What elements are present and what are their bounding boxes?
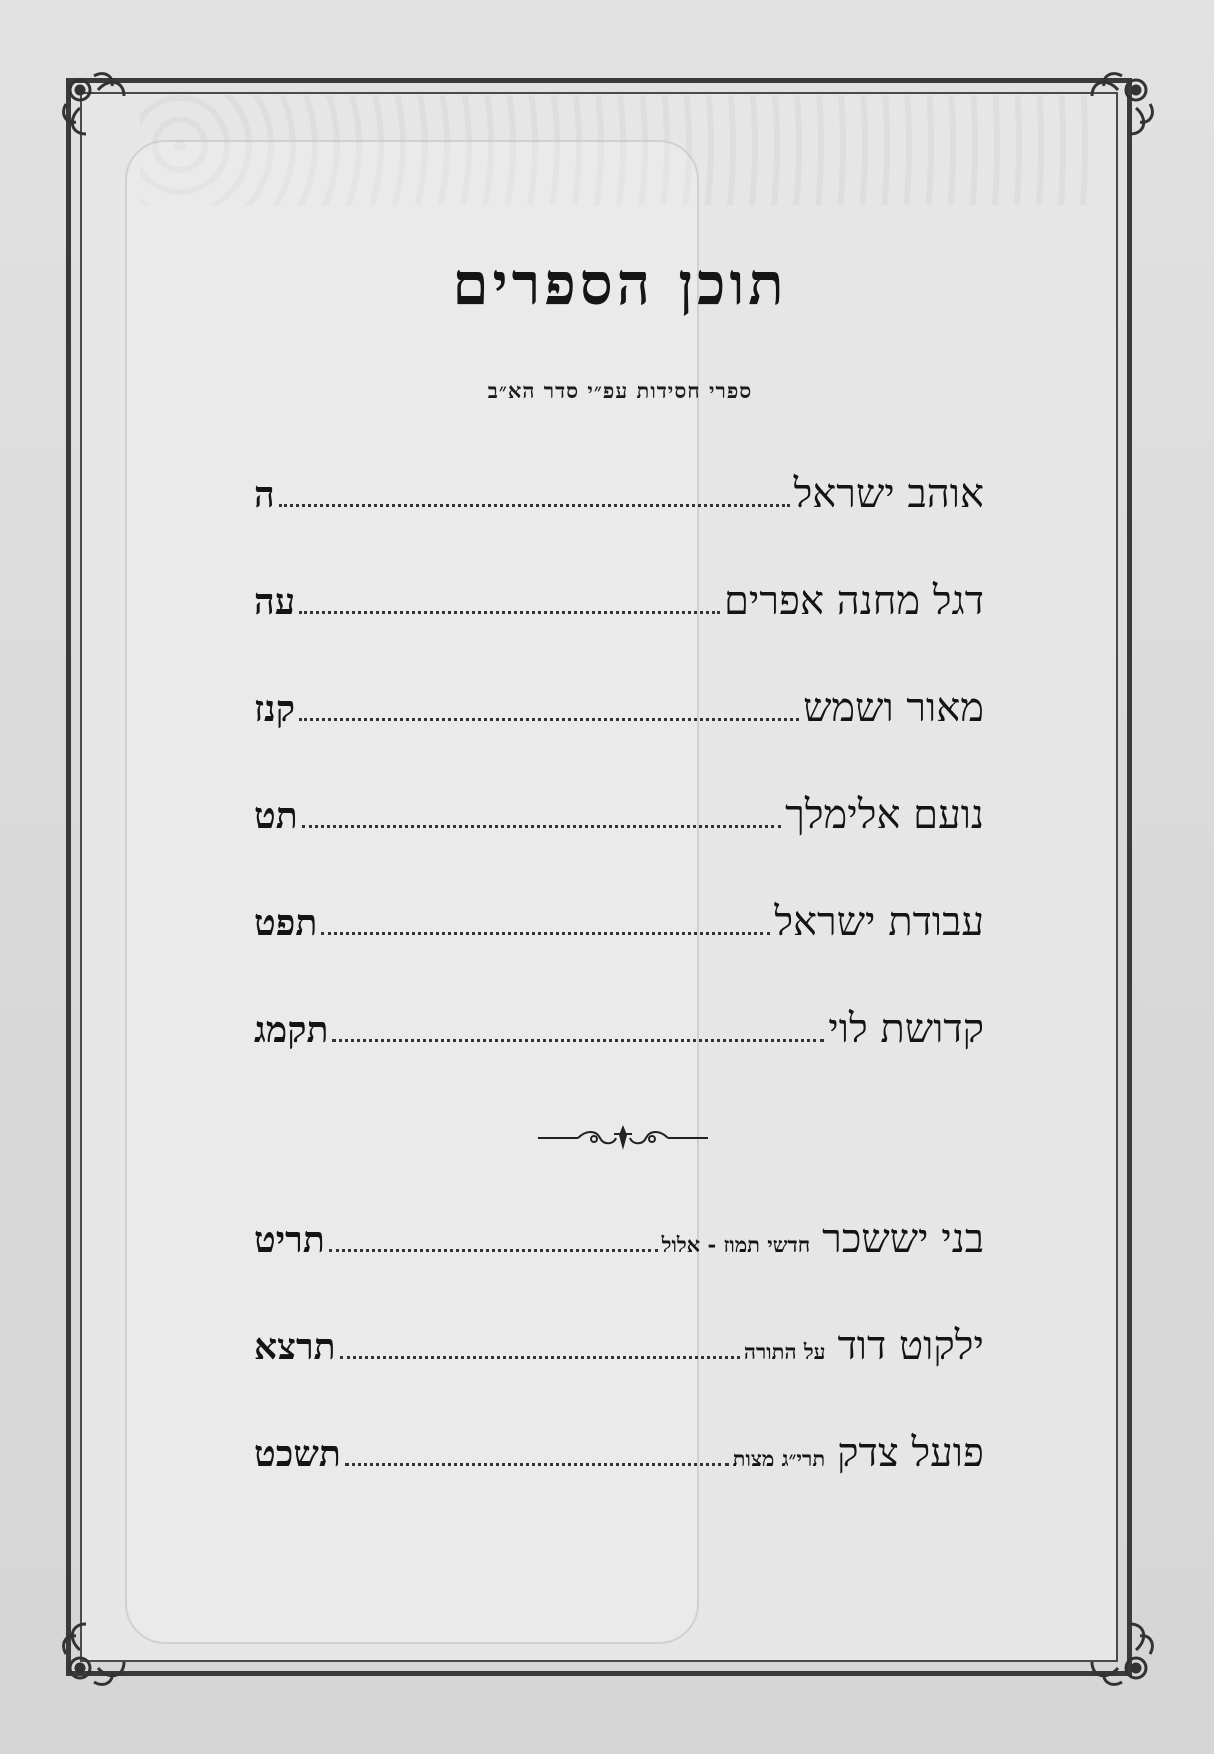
toc-entry[interactable] xyxy=(254,1322,984,1382)
flourish-divider-icon xyxy=(538,1122,708,1152)
entry-title: מאור ושמש xyxy=(803,685,984,731)
toc-entry[interactable] xyxy=(254,470,984,530)
dot-leader xyxy=(345,1462,729,1466)
entry-page-number: תפט xyxy=(254,902,318,944)
entry-title: בני יששכר xyxy=(822,1216,984,1262)
entry-note: תרי״ג מצות xyxy=(732,1446,826,1471)
dot-leader xyxy=(340,1355,740,1359)
dot-leader xyxy=(299,610,720,614)
entry-note: חדשי תמוז - אלול xyxy=(661,1232,811,1257)
toc-entry[interactable] xyxy=(254,1429,984,1489)
dot-leader xyxy=(332,1038,824,1042)
entry-page-number: תריט xyxy=(254,1219,325,1261)
toc-entry[interactable] xyxy=(254,684,984,744)
toc-entry[interactable] xyxy=(254,577,984,637)
entry-page-number: תקמג xyxy=(254,1009,329,1051)
entry-page-number: תשכט xyxy=(254,1433,341,1475)
entry-page-number: תט xyxy=(254,795,298,837)
toc-entry[interactable] xyxy=(254,898,984,958)
entry-page-number: עה xyxy=(254,581,296,623)
dot-leader xyxy=(329,1248,658,1252)
page-title: תוכן הספרים xyxy=(452,250,788,318)
entry-title: נועם אלימלך xyxy=(785,792,984,838)
toc-entry[interactable] xyxy=(254,1215,984,1275)
dot-leader xyxy=(302,824,781,828)
entry-page-number: תרצא xyxy=(254,1326,336,1368)
dot-leader xyxy=(299,717,799,721)
entry-title: קדושת לוי xyxy=(828,1006,984,1052)
page-subtitle: ספרי חסידות עפ״י סדר הא״ב xyxy=(487,378,753,403)
toc-entry[interactable] xyxy=(254,791,984,851)
entry-title: דגל מחנה אפרים xyxy=(723,578,984,624)
entry-page-number: ה xyxy=(254,474,275,516)
toc-entry[interactable] xyxy=(254,1005,984,1065)
entry-page-number: קנז xyxy=(254,688,296,730)
entry-note: על התורה xyxy=(743,1339,826,1364)
dot-leader xyxy=(321,931,770,935)
entry-title: ילקוט דוד xyxy=(837,1323,984,1369)
entry-title: עבודת ישראל xyxy=(774,899,984,945)
entry-title: פועל צדק xyxy=(837,1430,984,1476)
entry-title: אוהב ישראל xyxy=(793,471,984,517)
dot-leader xyxy=(279,503,790,507)
